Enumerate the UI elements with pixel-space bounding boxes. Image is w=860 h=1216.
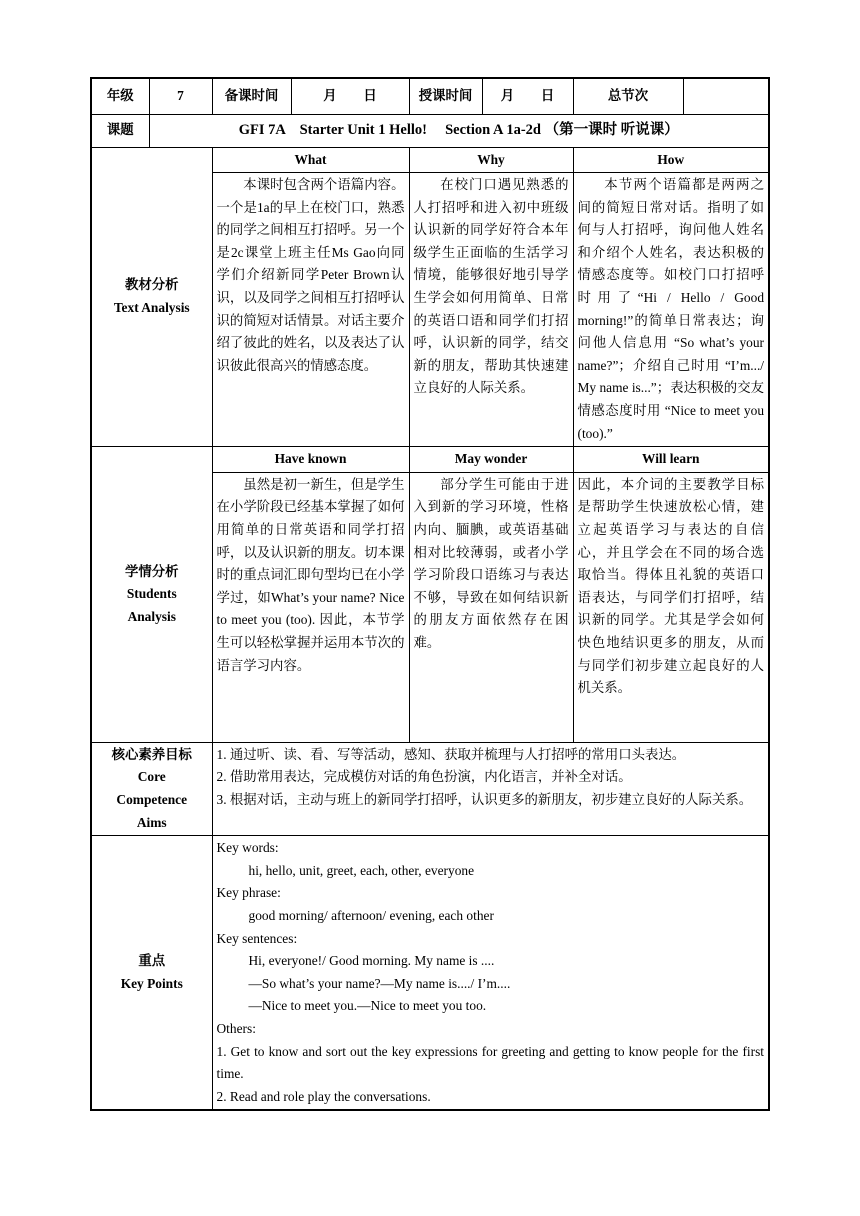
col-may-wonder: May wonder <box>409 447 573 473</box>
core-aims-label-en1: Core <box>137 769 166 785</box>
students-analysis-header-row <box>91 447 769 473</box>
core-aims-label-en2: Competence <box>116 792 188 807</box>
key-sentences-label: Key sentences: <box>216 930 298 946</box>
key-points-row <box>91 836 769 1111</box>
key-sentence: —So what’s your name?—My name is..../ I’m.... <box>248 975 511 991</box>
have-known-cell: 虽然是初一新生，但是学生在小学阶段已经基本掌握了如何用简单的日常英语和同学打招呼，以及认识新的朋友。切本课时的重点词汇即句型均已在小学学过，如What’s your name? Nice to meet you (too). 因此，本节学生可以轻松掌握并运用本节次的语言学习内容。 <box>212 472 409 742</box>
students-analysis-label-en1: Students <box>126 586 177 602</box>
grade-value: 7 <box>149 78 212 114</box>
core-aims-row <box>91 742 769 835</box>
col-why: Why <box>409 147 573 173</box>
col-will-learn: Will learn <box>573 447 769 473</box>
key-phrase: good morning/ afternoon/ evening, each other <box>248 907 494 923</box>
key-phrase-label: Key phrase: <box>216 885 281 901</box>
key-points-label-en: Key Points <box>120 975 183 991</box>
text-analysis-label <box>91 147 212 447</box>
core-aims-cell <box>212 742 769 835</box>
grade-label: 年级 <box>91 78 149 114</box>
key-sentence: —Nice to meet you.—Nice to meet you too. <box>248 998 487 1014</box>
col-what: What <box>212 147 409 173</box>
text-analysis-label-cn: 教材分析 <box>124 277 179 293</box>
students-analysis-label <box>91 447 212 743</box>
may-wonder-cell: 部分学生可能由于进入到新的学习环境，性格内向、腼腆，或英语基础相对比较薄弱，或者小学学习阶段口语练习与表达不够，导致在如何结识新的朋友方面依然存在困难。 <box>409 472 573 742</box>
core-aim-item: 3. 根据对话，主动与班上的新同学打招呼，认识更多的新朋友，初步建立良好的人际关系。 <box>216 792 753 807</box>
key-sentence: Hi, everyone!/ Good morning. My name is .... <box>248 953 495 969</box>
total-value <box>683 78 769 114</box>
topic-row <box>91 114 769 147</box>
key-words-label: Key words: <box>216 840 279 856</box>
core-aims-label-en3: Aims <box>136 814 167 830</box>
core-aim-item: 2. 借助常用表达，完成模仿对话的角色扮演，内化语言，并补全对话。 <box>216 769 632 785</box>
total-label: 总节次 <box>573 78 683 114</box>
others-label: Others: <box>216 1020 256 1036</box>
text-analysis-label-en: Text Analysis <box>113 299 190 315</box>
col-have-known: Have known <box>212 447 409 473</box>
core-aims-label <box>91 742 212 835</box>
key-points-label <box>91 836 212 1111</box>
why-cell: 在校门口遇见熟悉的人打招呼和进入初中班级认识新的同学好符合本年级学生正面临的生活学习情境，能够很好地引导学生学会如何用简单、日常的英语口语和同学们打招呼，认识新的同学，结交新的朋友，帮助其快速建立良好的人际关系。 <box>409 173 573 447</box>
students-analysis-label-en2: Analysis <box>127 608 176 624</box>
header-row <box>91 78 769 114</box>
core-aim-item: 1. 通过听、读、看、写等活动，感知、获取并梳理与人打招呼的常用口头表达。 <box>216 746 686 762</box>
will-learn-cell: 因此，本介词的主要教学目标是帮助学生快速放松心情，建立起英语学习与表达的自信心，并且学会在不同的场合选取恰当。得体且礼貌的英语口语表达，与同学们打招呼，结识新的同学。尤其是学会如何快色地结识更多的朋友，从而与同学们初步建立起良好的人机关系。 <box>573 472 769 742</box>
topic-title: GFI 7A Starter Unit 1 Hello! Section A 1a-2d （第一课时 听说课） <box>149 114 769 147</box>
lesson-plan-table <box>90 77 770 1111</box>
key-points-cell <box>212 836 769 1111</box>
key-points-label-cn: 重点 <box>138 953 166 969</box>
col-how: How <box>573 147 769 173</box>
what-cell: 本课时包含两个语篇内容。一个是1a的早上在校门口，熟悉的同学之间相互打招呼。另一个是2c课堂上班主任Ms Gao向同学们介绍新同学Peter Brown认识，以及同学之间相互打招呼认识的简短对话情景。对话主要介绍了彼此的姓名，以及表达了认识彼此很高兴的情感态度。 <box>212 173 409 447</box>
students-analysis-label-cn: 学情分析 <box>124 563 179 579</box>
teach-time-label: 授课时间 <box>409 78 482 114</box>
text-analysis-header-row <box>91 147 769 173</box>
teach-time-value: 月 日 <box>482 78 573 114</box>
others-item: 2. Read and role play the conversations. <box>216 1088 431 1104</box>
core-aims-label-cn: 核心素养目标 <box>111 746 192 762</box>
topic-label: 课题 <box>91 114 149 147</box>
prep-time-label: 备课时间 <box>212 78 291 114</box>
key-words: hi, hello, unit, greet, each, other, everyone <box>248 862 475 878</box>
others-item: 1. Get to know and sort out the key expressions for greeting and getting to know people for the first time. <box>216 1043 765 1082</box>
prep-time-value: 月 日 <box>291 78 409 114</box>
how-cell: 本节两个语篇都是两两之间的简短日常对话。指明了如何与人打招呼，询问他人姓名和介绍个人姓名，表达积极的情感态度等。如校门口打招呼时用了“Hi / Hello / Good morning!”的简单日常表达；询问他人信息用 “So what’s your name?”；介绍自己时用 “I’m.../ My name is...”；表达积极的交友情感态度时用 “Nice to meet you (too).” <box>573 173 769 447</box>
